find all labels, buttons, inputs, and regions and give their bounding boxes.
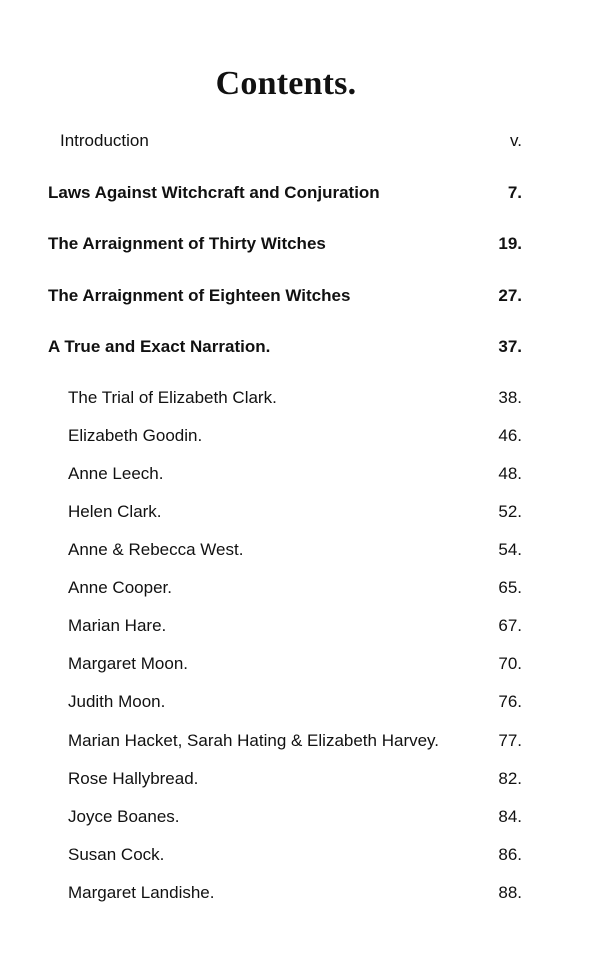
toc-entry-page: 88. [498, 883, 522, 902]
toc-entry-page: 86. [498, 845, 522, 864]
toc-entry-page: 37. [498, 337, 522, 356]
toc-subentry[interactable] [0, 424, 603, 448]
toc-entry-page: 54. [498, 540, 522, 559]
toc-entry-page: 76. [498, 692, 522, 711]
toc-subentry[interactable] [0, 462, 603, 486]
toc-subentry[interactable] [0, 690, 603, 714]
toc-subentry[interactable] [0, 767, 603, 791]
toc-entry-label: Anne Cooper. [68, 578, 172, 597]
toc-entry-page: 70. [498, 654, 522, 673]
toc-entry-thirty-witches[interactable] [0, 232, 603, 256]
toc-subentry[interactable] [0, 538, 603, 562]
toc-entry-page: 84. [498, 807, 522, 826]
toc-entry-label: Helen Clark. [68, 502, 162, 521]
toc-entry-page: 77. [498, 731, 522, 750]
toc-entry-label: The Arraignment of Eighteen Witches [48, 286, 351, 305]
toc-entry-page: 48. [498, 464, 522, 483]
toc-entry-label: Margaret Landishe. [68, 883, 215, 902]
toc-entry-label: Joyce Boanes. [68, 807, 180, 826]
toc-entry-page: 67. [498, 616, 522, 635]
toc-subentry[interactable] [0, 500, 603, 524]
toc-entry-label: The Trial of Elizabeth Clark. [68, 388, 277, 407]
toc-entry-label: Susan Cock. [68, 845, 165, 864]
toc-entry-page: 46. [498, 426, 522, 445]
toc-entry-label: Elizabeth Goodin. [68, 426, 203, 445]
toc-entry-true-narration[interactable] [0, 335, 603, 359]
toc-entry-page: 65. [498, 578, 522, 597]
page-title: Contents. [215, 65, 357, 102]
toc-entry-page: 7. [507, 183, 522, 202]
toc-entry-introduction[interactable] [0, 129, 603, 153]
toc-entry-label: Introduction [60, 131, 149, 150]
toc-subentry[interactable] [0, 652, 603, 676]
toc-entry-label: Judith Moon. [68, 692, 166, 711]
toc-entry-label: Marian Hare. [68, 616, 167, 635]
toc-entry-label: The Arraignment of Thirty Witches [48, 234, 326, 253]
toc-entry-label: Anne Leech. [68, 464, 164, 483]
toc-subentry[interactable] [0, 576, 603, 600]
toc-entry-page: 82. [498, 769, 522, 788]
toc-entry-page: 27. [498, 286, 522, 305]
toc-entry-page: 52. [498, 502, 522, 521]
toc-subentry[interactable] [0, 843, 603, 867]
toc-subentry[interactable] [0, 614, 603, 638]
toc-entry-eighteen-witches[interactable] [0, 284, 603, 308]
toc-subentry[interactable] [0, 805, 603, 829]
toc-entry-page: 19. [498, 234, 522, 253]
toc-subentry[interactable] [0, 729, 603, 753]
toc-entry-label: Anne & Rebecca West. [68, 540, 244, 559]
toc-entry-label: Rose Hallybread. [68, 769, 199, 788]
toc-entry-label: Marian Hacket, Sarah Hating & Elizabeth Harvey. [68, 731, 440, 750]
toc-entry-label: Laws Against Witchcraft and Conjuration [48, 183, 380, 202]
toc-entry-laws[interactable] [0, 181, 603, 205]
toc-subentry[interactable] [0, 881, 603, 905]
toc-entry-page: 38. [498, 388, 522, 407]
toc-subentry[interactable] [0, 386, 603, 410]
toc-entry-page: v. [510, 131, 522, 150]
toc-entry-label: Margaret Moon. [68, 654, 188, 673]
toc-entry-label: A True and Exact Narration. [48, 337, 271, 356]
